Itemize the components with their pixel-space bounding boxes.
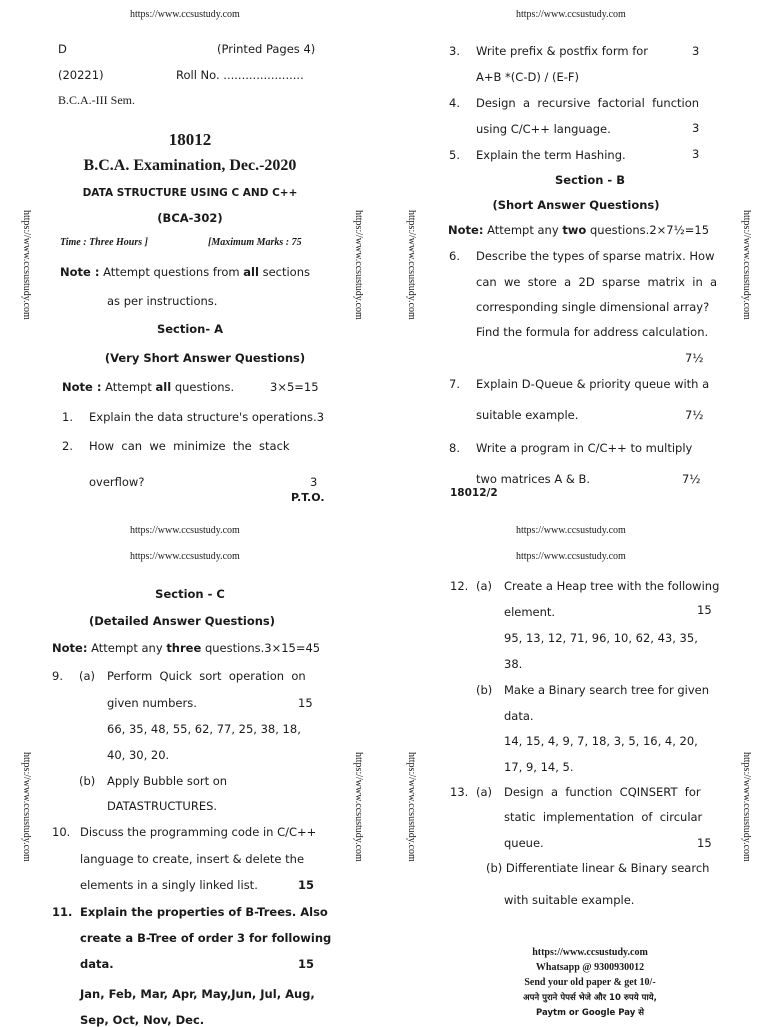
question-text: Find the formula for address calculation.: [476, 325, 709, 339]
paper-code: (20221): [58, 68, 104, 82]
question-text: can we store a 2D sparse matrix in a: [476, 275, 718, 289]
question-text: Perform Quick sort operation on: [107, 669, 306, 683]
question-text: 66, 35, 48, 55, 62, 77, 25, 38, 18,: [107, 722, 301, 736]
question-number: 11.: [52, 905, 73, 919]
note-emphasis: two: [562, 223, 587, 237]
section-c-note: [52, 641, 320, 655]
question-text: language to create, insert & delete the: [80, 852, 305, 866]
question-text: given numbers.: [107, 696, 197, 710]
subquestion-label: (a): [476, 579, 493, 593]
section-a-subheading: (Very Short Answer Questions): [104, 351, 306, 365]
note-emphasis: all: [243, 265, 259, 279]
question-text: corresponding single dimensional array?: [476, 300, 710, 314]
question-number: 10.: [52, 825, 71, 839]
question-text: using C/C++ language.: [476, 122, 611, 136]
question-number: 8.: [449, 441, 460, 455]
question-marks: 15: [697, 836, 712, 850]
note-text: Attempt: [105, 380, 152, 394]
watermark-url-vertical: https://www.ccsustudy.com: [741, 752, 752, 862]
watermark-url-vertical: https://www.ccsustudy.com: [741, 210, 752, 320]
note-text: Attempt questions from: [103, 265, 240, 279]
section-c-heading: Section - C: [155, 587, 225, 601]
promo-hindi: अपने पुराने पेपर्स भेजे और 10 रुपये पाये,: [523, 993, 657, 1003]
question-text: Discuss the programming code in C/C++: [80, 825, 317, 839]
question-text: Describe the types of sparse matrix. How: [476, 249, 715, 263]
note-label: Note:: [448, 223, 484, 237]
question-text: with suitable example.: [504, 893, 635, 907]
section-marks: questions.3×15=45: [204, 641, 321, 655]
question-text: 17, 9, 14, 5.: [504, 760, 574, 774]
question-text: Apply Bubble sort on: [107, 774, 228, 788]
subquestion-label: (a): [79, 669, 96, 683]
question-marks: 3: [692, 121, 700, 135]
question-text: 95, 13, 12, 71, 96, 10, 62, 43, 35,: [504, 631, 698, 645]
note-emphasis: all: [155, 380, 172, 394]
section-marks: questions.2×7½=15: [590, 223, 710, 237]
general-note: [60, 265, 310, 279]
question-marks: 15: [298, 878, 315, 892]
note-label: Note :: [60, 265, 100, 279]
question-marks: 15: [298, 957, 315, 971]
subquestion-label: (b): [79, 774, 96, 788]
question-number: 7.: [449, 377, 460, 391]
section-b-note: [448, 223, 709, 237]
question-text: Explain D-Queue & priority queue with a: [476, 377, 710, 391]
question-marks: 7½: [682, 472, 701, 486]
question-marks: 7½: [685, 408, 704, 422]
section-marks: 3×5=15: [270, 380, 319, 394]
question-text: create a B-Tree of order 3 for following: [80, 931, 332, 945]
question-text: suitable example.: [476, 408, 579, 422]
question-text: Explain the data structure's operations.3: [89, 410, 325, 424]
question-number: 13.: [450, 785, 469, 799]
printed-pages: (Printed Pages 4): [217, 42, 316, 56]
note-text: Attempt any: [91, 641, 163, 655]
question-number: 2.: [62, 439, 73, 453]
question-text: DATASTRUCTURES.: [107, 799, 218, 813]
paper-set: D: [58, 42, 67, 56]
question-number: 9.: [52, 669, 63, 683]
question-text: Make a Binary search tree for given: [504, 683, 710, 697]
exam-code: 18012: [168, 130, 212, 149]
watermark-url-vertical: https://www.ccsustudy.com: [353, 210, 364, 320]
section-b-subheading: (Short Answer Questions): [492, 198, 660, 212]
watermark-url-vertical: https://www.ccsustudy.com: [21, 752, 32, 862]
question-marks: 3: [692, 147, 700, 161]
semester: B.C.A.-III Sem.: [58, 93, 135, 107]
subquestion-label: (a): [476, 785, 493, 799]
subject-title: DATA STRUCTURE USING C AND C++: [82, 187, 298, 199]
question-text: Write a program in C/C++ to multiply: [476, 441, 693, 455]
pto-marker: P.T.O.: [291, 491, 325, 504]
question-text: Design a recursive factorial function: [476, 96, 700, 110]
question-number: 12.: [450, 579, 469, 593]
question-text: Write prefix & postfix form for: [476, 44, 649, 58]
question-text: How can we minimize the stack: [89, 439, 290, 453]
question-number: 1.: [62, 410, 73, 424]
question-text: static implementation of circular: [504, 810, 703, 824]
question-text: Explain the term Hashing.: [476, 148, 626, 162]
watermark-url: https://www.ccsustudy.com: [130, 525, 240, 536]
question-text: queue.: [504, 836, 544, 850]
question-text: 38.: [504, 657, 523, 671]
watermark-url-vertical: https://www.ccsustudy.com: [406, 752, 417, 862]
question-text: Design a function CQINSERT for: [504, 785, 701, 799]
watermark-url: https://www.ccsustudy.com: [516, 525, 626, 536]
question-number: 6.: [449, 249, 460, 263]
watermark-url-vertical: https://www.ccsustudy.com: [21, 210, 32, 320]
watermark-url: https://www.ccsustudy.com: [516, 9, 626, 20]
question-text: data.: [504, 709, 534, 723]
question-marks: 15: [697, 603, 712, 617]
question-text: overflow?: [89, 475, 145, 489]
section-a-note: [62, 380, 234, 394]
question-text: element.: [504, 605, 556, 619]
question-text: 40, 30, 20.: [107, 748, 170, 762]
note-text: sections: [262, 265, 311, 279]
note-text: Attempt any: [487, 223, 559, 237]
section-b-heading: Section - B: [555, 173, 625, 187]
question-text: Explain the properties of B-Trees. Also: [80, 905, 328, 919]
question-marks: 3: [692, 44, 700, 58]
question-marks: 7½: [685, 351, 704, 365]
subquestion-label: (b): [476, 683, 493, 697]
section-c-subheading: (Detailed Answer Questions): [88, 614, 276, 628]
note-text: as per instructions.: [107, 294, 218, 308]
exam-title: B.C.A. Examination, Dec.-2020: [83, 157, 297, 174]
promo-whatsapp: Whatsapp @ 9300930012: [535, 962, 645, 973]
watermark-url: https://www.ccsustudy.com: [130, 9, 240, 20]
question-number: 3.: [449, 44, 460, 58]
page-footer-code: 18012/2: [450, 487, 498, 499]
exam-time: Time : Three Hours ]: [60, 237, 148, 248]
question-marks: 15: [298, 696, 313, 710]
question-number: 5.: [449, 148, 460, 162]
subject-code: (BCA-302): [157, 211, 223, 225]
section-a-heading: Section- A: [156, 322, 224, 336]
question-number: 4.: [449, 96, 460, 110]
question-marks: 3: [310, 475, 318, 489]
roll-no: Roll No. ......................: [176, 68, 304, 82]
note-emphasis: three: [166, 641, 202, 655]
question-text: elements in a singly linked list.: [80, 878, 258, 892]
note-label: Note :: [62, 380, 102, 394]
question-text: 14, 15, 4, 9, 7, 18, 3, 5, 16, 4, 20,: [504, 734, 698, 748]
watermark-url: https://www.ccsustudy.com: [130, 551, 240, 562]
question-text: (b) Differentiate linear & Binary search: [486, 861, 710, 875]
question-text: Sep, Oct, Nov, Dec.: [80, 1013, 205, 1027]
watermark-url-vertical: https://www.ccsustudy.com: [353, 752, 364, 862]
question-text: A+B *(C-D) / (E-F): [476, 70, 579, 84]
watermark-url-vertical: https://www.ccsustudy.com: [406, 210, 417, 320]
question-text: Jan, Feb, Mar, Apr, May,Jun, Jul, Aug,: [80, 987, 315, 1001]
question-text: two matrices A & B.: [476, 472, 591, 486]
question-text: Create a Heap tree with the following: [504, 579, 720, 593]
promo-line: Send your old paper & get 10/-: [524, 977, 656, 988]
watermark-url: https://www.ccsustudy.com: [516, 551, 626, 562]
promo-hindi: Paytm or Google Pay से: [536, 1008, 644, 1018]
max-marks: [Maximum Marks : 75: [208, 237, 302, 248]
note-text: questions.: [174, 380, 235, 394]
question-text: data.: [80, 957, 114, 971]
promo-url: https://www.ccsustudy.com: [532, 947, 648, 958]
note-label: Note:: [52, 641, 88, 655]
